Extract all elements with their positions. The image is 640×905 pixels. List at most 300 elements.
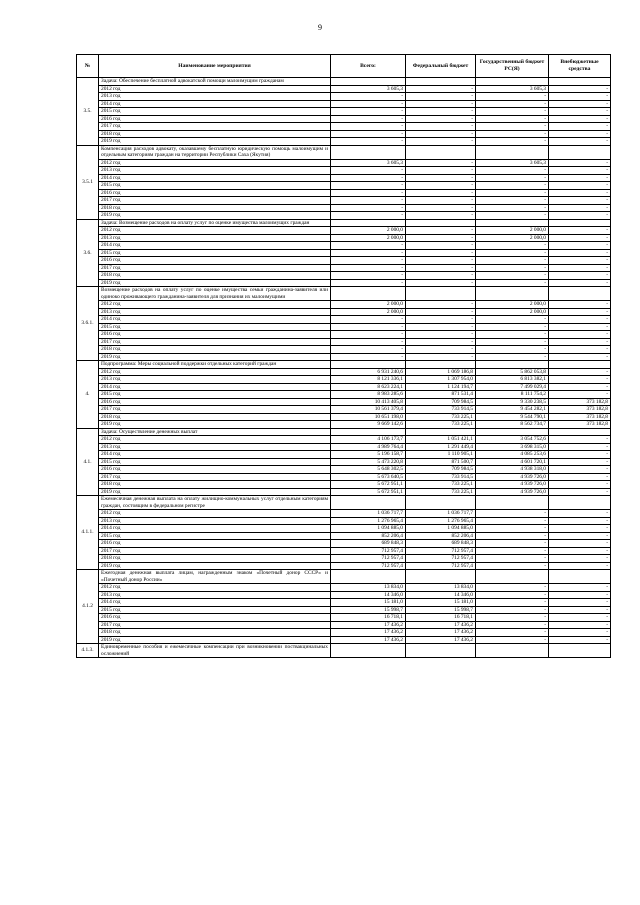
federal-cell: -	[406, 130, 476, 138]
section-title: Ежемесячная денежная выплата на оплату жилищно-коммунальных услуг отдельным категориям граждан, состоящим в федеральном регистре	[99, 496, 331, 510]
table-row	[77, 308, 611, 316]
total-cell: -	[331, 316, 406, 324]
header-name: Наименование мероприятия	[99, 55, 331, 78]
section-title-row	[77, 428, 611, 436]
republic-cell: -	[476, 353, 549, 361]
federal-cell: 1 291 449,4	[406, 443, 476, 451]
extra-cell: -	[549, 510, 611, 518]
total-cell: 5 473 220,8	[331, 458, 406, 466]
republic-cell: 2 000,0	[476, 234, 549, 242]
republic-cell: 4 939 726,0	[476, 481, 549, 489]
section-number: 3.5.1	[77, 145, 99, 219]
republic-cell: -	[476, 540, 549, 548]
federal-cell: 733 225,1	[406, 413, 476, 421]
year-cell: 2015 год	[99, 391, 331, 399]
federal-cell: 16 718,1	[406, 614, 476, 622]
year-cell: 2019 год	[99, 138, 331, 146]
total-cell: 8 983 285,6	[331, 391, 406, 399]
total-cell: 3 605,3	[331, 85, 406, 93]
table-row	[77, 391, 611, 399]
year-cell: 2018 год	[99, 346, 331, 354]
year-cell: 2016 год	[99, 614, 331, 622]
table-row	[77, 562, 611, 570]
extra-cell: -	[549, 591, 611, 599]
table-row	[77, 547, 611, 555]
empty-cell	[476, 287, 549, 301]
empty-cell	[406, 145, 476, 159]
republic-cell: -	[476, 138, 549, 146]
extra-cell: -	[549, 584, 611, 592]
federal-cell: -	[406, 234, 476, 242]
extra-cell: -	[549, 174, 611, 182]
republic-cell: -	[476, 584, 549, 592]
republic-cell: 8 562 734,7	[476, 421, 549, 429]
year-cell: 2015 год	[99, 182, 331, 190]
federal-cell: -	[406, 115, 476, 123]
extra-cell: -	[549, 212, 611, 220]
table-row	[77, 167, 611, 175]
empty-cell	[406, 219, 476, 227]
table-row	[77, 555, 611, 563]
year-cell: 2017 год	[99, 621, 331, 629]
federal-cell: -	[406, 174, 476, 182]
extra-cell: -	[549, 242, 611, 250]
extra-cell: -	[549, 488, 611, 496]
total-cell: 15 181,0	[331, 599, 406, 607]
total-cell: 8 623 224,1	[331, 383, 406, 391]
empty-cell	[331, 570, 406, 584]
year-cell: 2014 год	[99, 383, 331, 391]
republic-cell: 8 111 754,2	[476, 391, 549, 399]
federal-cell: 1 307 954,0	[406, 376, 476, 384]
federal-cell: -	[406, 204, 476, 212]
table-row	[77, 108, 611, 116]
total-cell: -	[331, 346, 406, 354]
section-title-row	[77, 644, 611, 658]
republic-cell: 3 698 315,0	[476, 443, 549, 451]
empty-cell	[549, 428, 611, 436]
empty-cell	[549, 219, 611, 227]
total-cell: -	[331, 242, 406, 250]
republic-cell: 2 000,0	[476, 227, 549, 235]
table-row	[77, 93, 611, 101]
table-row	[77, 323, 611, 331]
extra-cell: -	[549, 517, 611, 525]
total-cell: 2 000,0	[331, 308, 406, 316]
year-cell: 2015 год	[99, 323, 331, 331]
empty-cell	[549, 570, 611, 584]
header-republic: Государственный бюджет РС(Я)	[476, 55, 549, 78]
year-cell: 2014 год	[99, 174, 331, 182]
republic-cell: 3 054 752,6	[476, 436, 549, 444]
total-cell: 9 669 142,6	[331, 421, 406, 429]
section-title: Ежегодная денежная выплата лицам, награжденным знаком «Почетный донор СССР» и «Почетный донор России»	[99, 570, 331, 584]
federal-cell: -	[406, 264, 476, 272]
section-title-row	[77, 361, 611, 369]
section-number: 4.1.1.	[77, 496, 99, 570]
federal-cell: 17 436,2	[406, 621, 476, 629]
total-cell: -	[331, 93, 406, 101]
empty-cell	[331, 219, 406, 227]
year-cell: 2012 год	[99, 301, 331, 309]
federal-cell: 689 848,3	[406, 540, 476, 548]
table-row	[77, 301, 611, 309]
empty-cell	[476, 496, 549, 510]
extra-cell: 373 182,8	[549, 421, 611, 429]
empty-cell	[476, 145, 549, 159]
total-cell: 17 436,2	[331, 621, 406, 629]
extra-cell: -	[549, 138, 611, 146]
federal-cell: 1 051 421,1	[406, 436, 476, 444]
empty-cell	[549, 78, 611, 86]
extra-cell: -	[549, 383, 611, 391]
republic-cell: -	[476, 197, 549, 205]
year-cell: 2017 год	[99, 123, 331, 131]
extra-cell: -	[549, 443, 611, 451]
republic-cell: 5 862 053,8	[476, 368, 549, 376]
table-row	[77, 466, 611, 474]
year-cell: 2016 год	[99, 398, 331, 406]
federal-cell: 1 094 885,0	[406, 525, 476, 533]
year-cell: 2013 год	[99, 167, 331, 175]
table-row	[77, 368, 611, 376]
republic-cell: -	[476, 93, 549, 101]
section-title: Задача: Возмещение расходов на оплату услуг по оценке имущества малоимущих граждан	[99, 219, 331, 227]
total-cell: 5 672 951,1	[331, 481, 406, 489]
extra-cell: -	[549, 249, 611, 257]
extra-cell: -	[549, 466, 611, 474]
year-cell: 2013 год	[99, 517, 331, 525]
extra-cell: -	[549, 353, 611, 361]
extra-cell: 373 182,8	[549, 406, 611, 414]
republic-cell: -	[476, 591, 549, 599]
year-cell: 2013 год	[99, 443, 331, 451]
republic-cell: 4 939 726,0	[476, 488, 549, 496]
year-cell: 2014 год	[99, 316, 331, 324]
table-row	[77, 458, 611, 466]
year-cell: 2015 год	[99, 458, 331, 466]
extra-cell: -	[549, 323, 611, 331]
empty-cell	[406, 287, 476, 301]
section-title: Единовременные пособия и ежемесячные компенсации при возникновении поствакцинальных осложнений	[99, 644, 331, 658]
federal-cell: -	[406, 257, 476, 265]
extra-cell: -	[549, 182, 611, 190]
federal-cell: 1 036 717,7	[406, 510, 476, 518]
total-cell: 8 121 336,1	[331, 376, 406, 384]
table-row	[77, 376, 611, 384]
year-cell: 2012 год	[99, 227, 331, 235]
table-row	[77, 599, 611, 607]
extra-cell: -	[549, 159, 611, 167]
republic-cell: -	[476, 316, 549, 324]
header-federal: Федеральный бюджет	[406, 55, 476, 78]
federal-cell: 733 225,1	[406, 421, 476, 429]
year-cell: 2016 год	[99, 331, 331, 339]
republic-cell: -	[476, 272, 549, 280]
year-cell: 2019 год	[99, 279, 331, 287]
republic-cell: -	[476, 525, 549, 533]
year-cell: 2015 год	[99, 249, 331, 257]
extra-cell: -	[549, 338, 611, 346]
federal-cell: -	[406, 138, 476, 146]
federal-cell: 733 225,1	[406, 488, 476, 496]
federal-cell: -	[406, 308, 476, 316]
total-cell: -	[331, 100, 406, 108]
republic-cell: -	[476, 599, 549, 607]
total-cell: 3 605,3	[331, 159, 406, 167]
republic-cell: -	[476, 621, 549, 629]
extra-cell: -	[549, 189, 611, 197]
republic-cell: -	[476, 257, 549, 265]
total-cell: 10 651 198,0	[331, 413, 406, 421]
total-cell: 16 718,1	[331, 614, 406, 622]
republic-cell: 4 939 726,0	[476, 473, 549, 481]
extra-cell: -	[549, 93, 611, 101]
section-title: Задача: Обеспечение бесплатной адвокатской помощи малоимущим гражданам	[99, 78, 331, 86]
extra-cell: -	[549, 540, 611, 548]
republic-cell: -	[476, 279, 549, 287]
federal-cell: -	[406, 227, 476, 235]
extra-cell: -	[549, 473, 611, 481]
section-title-row	[77, 145, 611, 159]
federal-cell: 712 957,4	[406, 547, 476, 555]
total-cell: 10 413 405,8	[331, 398, 406, 406]
federal-cell: -	[406, 123, 476, 131]
republic-cell: -	[476, 606, 549, 614]
republic-cell: -	[476, 115, 549, 123]
republic-cell: -	[476, 346, 549, 354]
table-row	[77, 182, 611, 190]
table-row	[77, 629, 611, 637]
section-number: 4.1.	[77, 428, 99, 496]
empty-cell	[406, 644, 476, 658]
republic-cell: 2 000,0	[476, 308, 549, 316]
year-cell: 2013 год	[99, 93, 331, 101]
table-row	[77, 636, 611, 644]
section-title-row	[77, 219, 611, 227]
federal-cell: 14 346,0	[406, 591, 476, 599]
table-row	[77, 517, 611, 525]
extra-cell: 373 182,8	[549, 398, 611, 406]
extra-cell: -	[549, 606, 611, 614]
total-cell: -	[331, 272, 406, 280]
federal-cell: -	[406, 316, 476, 324]
extra-cell: -	[549, 85, 611, 93]
republic-cell: -	[476, 130, 549, 138]
table-row	[77, 242, 611, 250]
year-cell: 2018 год	[99, 130, 331, 138]
total-cell: 2 000,0	[331, 227, 406, 235]
total-cell: 689 848,3	[331, 540, 406, 548]
empty-cell	[549, 361, 611, 369]
federal-cell: 17 436,2	[406, 629, 476, 637]
republic-cell: 9 330 238,5	[476, 398, 549, 406]
extra-cell: -	[549, 197, 611, 205]
extra-cell: -	[549, 130, 611, 138]
extra-cell: -	[549, 391, 611, 399]
federal-cell: 733 914,5	[406, 406, 476, 414]
federal-cell: 13 834,0	[406, 584, 476, 592]
total-cell: 15 998,7	[331, 606, 406, 614]
table-row	[77, 100, 611, 108]
year-cell: 2019 год	[99, 421, 331, 429]
year-cell: 2012 год	[99, 159, 331, 167]
extra-cell: -	[549, 272, 611, 280]
empty-cell	[406, 570, 476, 584]
section-number: 3.6.1.	[77, 287, 99, 361]
extra-cell: -	[549, 547, 611, 555]
federal-cell: -	[406, 159, 476, 167]
table-row	[77, 138, 611, 146]
federal-cell: -	[406, 279, 476, 287]
year-cell: 2012 год	[99, 584, 331, 592]
republic-cell: 4 601 720,1	[476, 458, 549, 466]
federal-cell: 733 225,1	[406, 481, 476, 489]
extra-cell: -	[549, 167, 611, 175]
table-row	[77, 353, 611, 361]
federal-cell: 871 531,4	[406, 391, 476, 399]
year-cell: 2014 год	[99, 599, 331, 607]
year-cell: 2016 год	[99, 189, 331, 197]
table-row	[77, 197, 611, 205]
federal-cell: -	[406, 189, 476, 197]
federal-cell: 1 069 186,8	[406, 368, 476, 376]
table-row	[77, 279, 611, 287]
republic-cell: -	[476, 629, 549, 637]
extra-cell: -	[549, 599, 611, 607]
section-title: Возмещение расходов на оплату услуг по оценке имущества семьи гражданина-заявителя или одиноко проживающего гражданина-заявителя для признания их малоимущими	[99, 287, 331, 301]
extra-cell: -	[549, 562, 611, 570]
total-cell: 5 196 158,7	[331, 451, 406, 459]
total-cell: -	[331, 331, 406, 339]
total-cell: -	[331, 279, 406, 287]
empty-cell	[476, 219, 549, 227]
total-cell: 10 561 379,4	[331, 406, 406, 414]
extra-cell: -	[549, 301, 611, 309]
republic-cell: -	[476, 636, 549, 644]
table-row	[77, 406, 611, 414]
republic-cell: -	[476, 108, 549, 116]
total-cell: 17 436,2	[331, 636, 406, 644]
table-row	[77, 584, 611, 592]
empty-cell	[406, 78, 476, 86]
empty-cell	[549, 287, 611, 301]
section-title: Компенсация расходов адвокату, оказавшему бесплатную юридическую помощь малоимущим и отдельным категориям граждан на территории Республики Саха (Якутия)	[99, 145, 331, 159]
year-cell: 2018 год	[99, 413, 331, 421]
federal-cell: -	[406, 323, 476, 331]
table-row	[77, 272, 611, 280]
extra-cell: -	[549, 279, 611, 287]
extra-cell: -	[549, 621, 611, 629]
republic-cell: 2 000,0	[476, 301, 549, 309]
table-row	[77, 525, 611, 533]
extra-cell: -	[549, 481, 611, 489]
empty-cell	[331, 644, 406, 658]
header-extra: Внебюджетные средства	[549, 55, 611, 78]
section-number: 3.5.	[77, 78, 99, 146]
republic-cell: -	[476, 174, 549, 182]
total-cell: 5 672 951,1	[331, 488, 406, 496]
page-number: 9	[318, 23, 322, 32]
table-row	[77, 85, 611, 93]
empty-cell	[549, 496, 611, 510]
section-title-row	[77, 287, 611, 301]
empty-cell	[476, 428, 549, 436]
year-cell: 2013 год	[99, 308, 331, 316]
republic-cell: -	[476, 562, 549, 570]
header-total: Всего:	[331, 55, 406, 78]
table-row	[77, 257, 611, 265]
total-cell: 712 957,4	[331, 547, 406, 555]
year-cell: 2016 год	[99, 466, 331, 474]
federal-cell: 733 914,5	[406, 473, 476, 481]
total-cell: -	[331, 204, 406, 212]
extra-cell: -	[549, 629, 611, 637]
republic-cell: 9 544 790,1	[476, 413, 549, 421]
empty-cell	[549, 145, 611, 159]
republic-cell: -	[476, 204, 549, 212]
year-cell: 2018 год	[99, 204, 331, 212]
section-title-row	[77, 496, 611, 510]
section-number: 4.1.2	[77, 570, 99, 644]
federal-cell: -	[406, 93, 476, 101]
table-row	[77, 130, 611, 138]
year-cell: 2015 год	[99, 108, 331, 116]
empty-cell	[476, 361, 549, 369]
year-cell: 2019 год	[99, 562, 331, 570]
section-title-row	[77, 570, 611, 584]
table-row	[77, 159, 611, 167]
total-cell: 4 989 764,4	[331, 443, 406, 451]
table-row	[77, 249, 611, 257]
empty-cell	[476, 570, 549, 584]
federal-cell: -	[406, 108, 476, 116]
total-cell: 2 000,0	[331, 234, 406, 242]
section-title: Подпрограмма: Меры социальной поддержки отдельных категорий граждан	[99, 361, 331, 369]
federal-cell: 852 206,4	[406, 532, 476, 540]
total-cell: -	[331, 189, 406, 197]
year-cell: 2015 год	[99, 606, 331, 614]
total-cell: -	[331, 167, 406, 175]
total-cell: 712 957,4	[331, 555, 406, 563]
extra-cell: -	[549, 308, 611, 316]
empty-cell	[406, 361, 476, 369]
federal-cell: 1 110 905,1	[406, 451, 476, 459]
table-row	[77, 383, 611, 391]
total-cell: -	[331, 323, 406, 331]
extra-cell: -	[549, 234, 611, 242]
empty-cell	[331, 78, 406, 86]
federal-cell: -	[406, 301, 476, 309]
total-cell: 2 000,0	[331, 301, 406, 309]
total-cell: 1 276 965,4	[331, 517, 406, 525]
table-row	[77, 473, 611, 481]
extra-cell: -	[549, 123, 611, 131]
republic-cell: -	[476, 100, 549, 108]
republic-cell: -	[476, 242, 549, 250]
republic-cell: -	[476, 167, 549, 175]
total-cell: -	[331, 123, 406, 131]
empty-cell	[331, 145, 406, 159]
extra-cell: -	[549, 555, 611, 563]
table-row	[77, 234, 611, 242]
year-cell: 2017 год	[99, 197, 331, 205]
total-cell: 852 206,4	[331, 532, 406, 540]
federal-cell: -	[406, 249, 476, 257]
federal-cell: -	[406, 100, 476, 108]
republic-cell: -	[476, 614, 549, 622]
section-title-row	[77, 78, 611, 86]
